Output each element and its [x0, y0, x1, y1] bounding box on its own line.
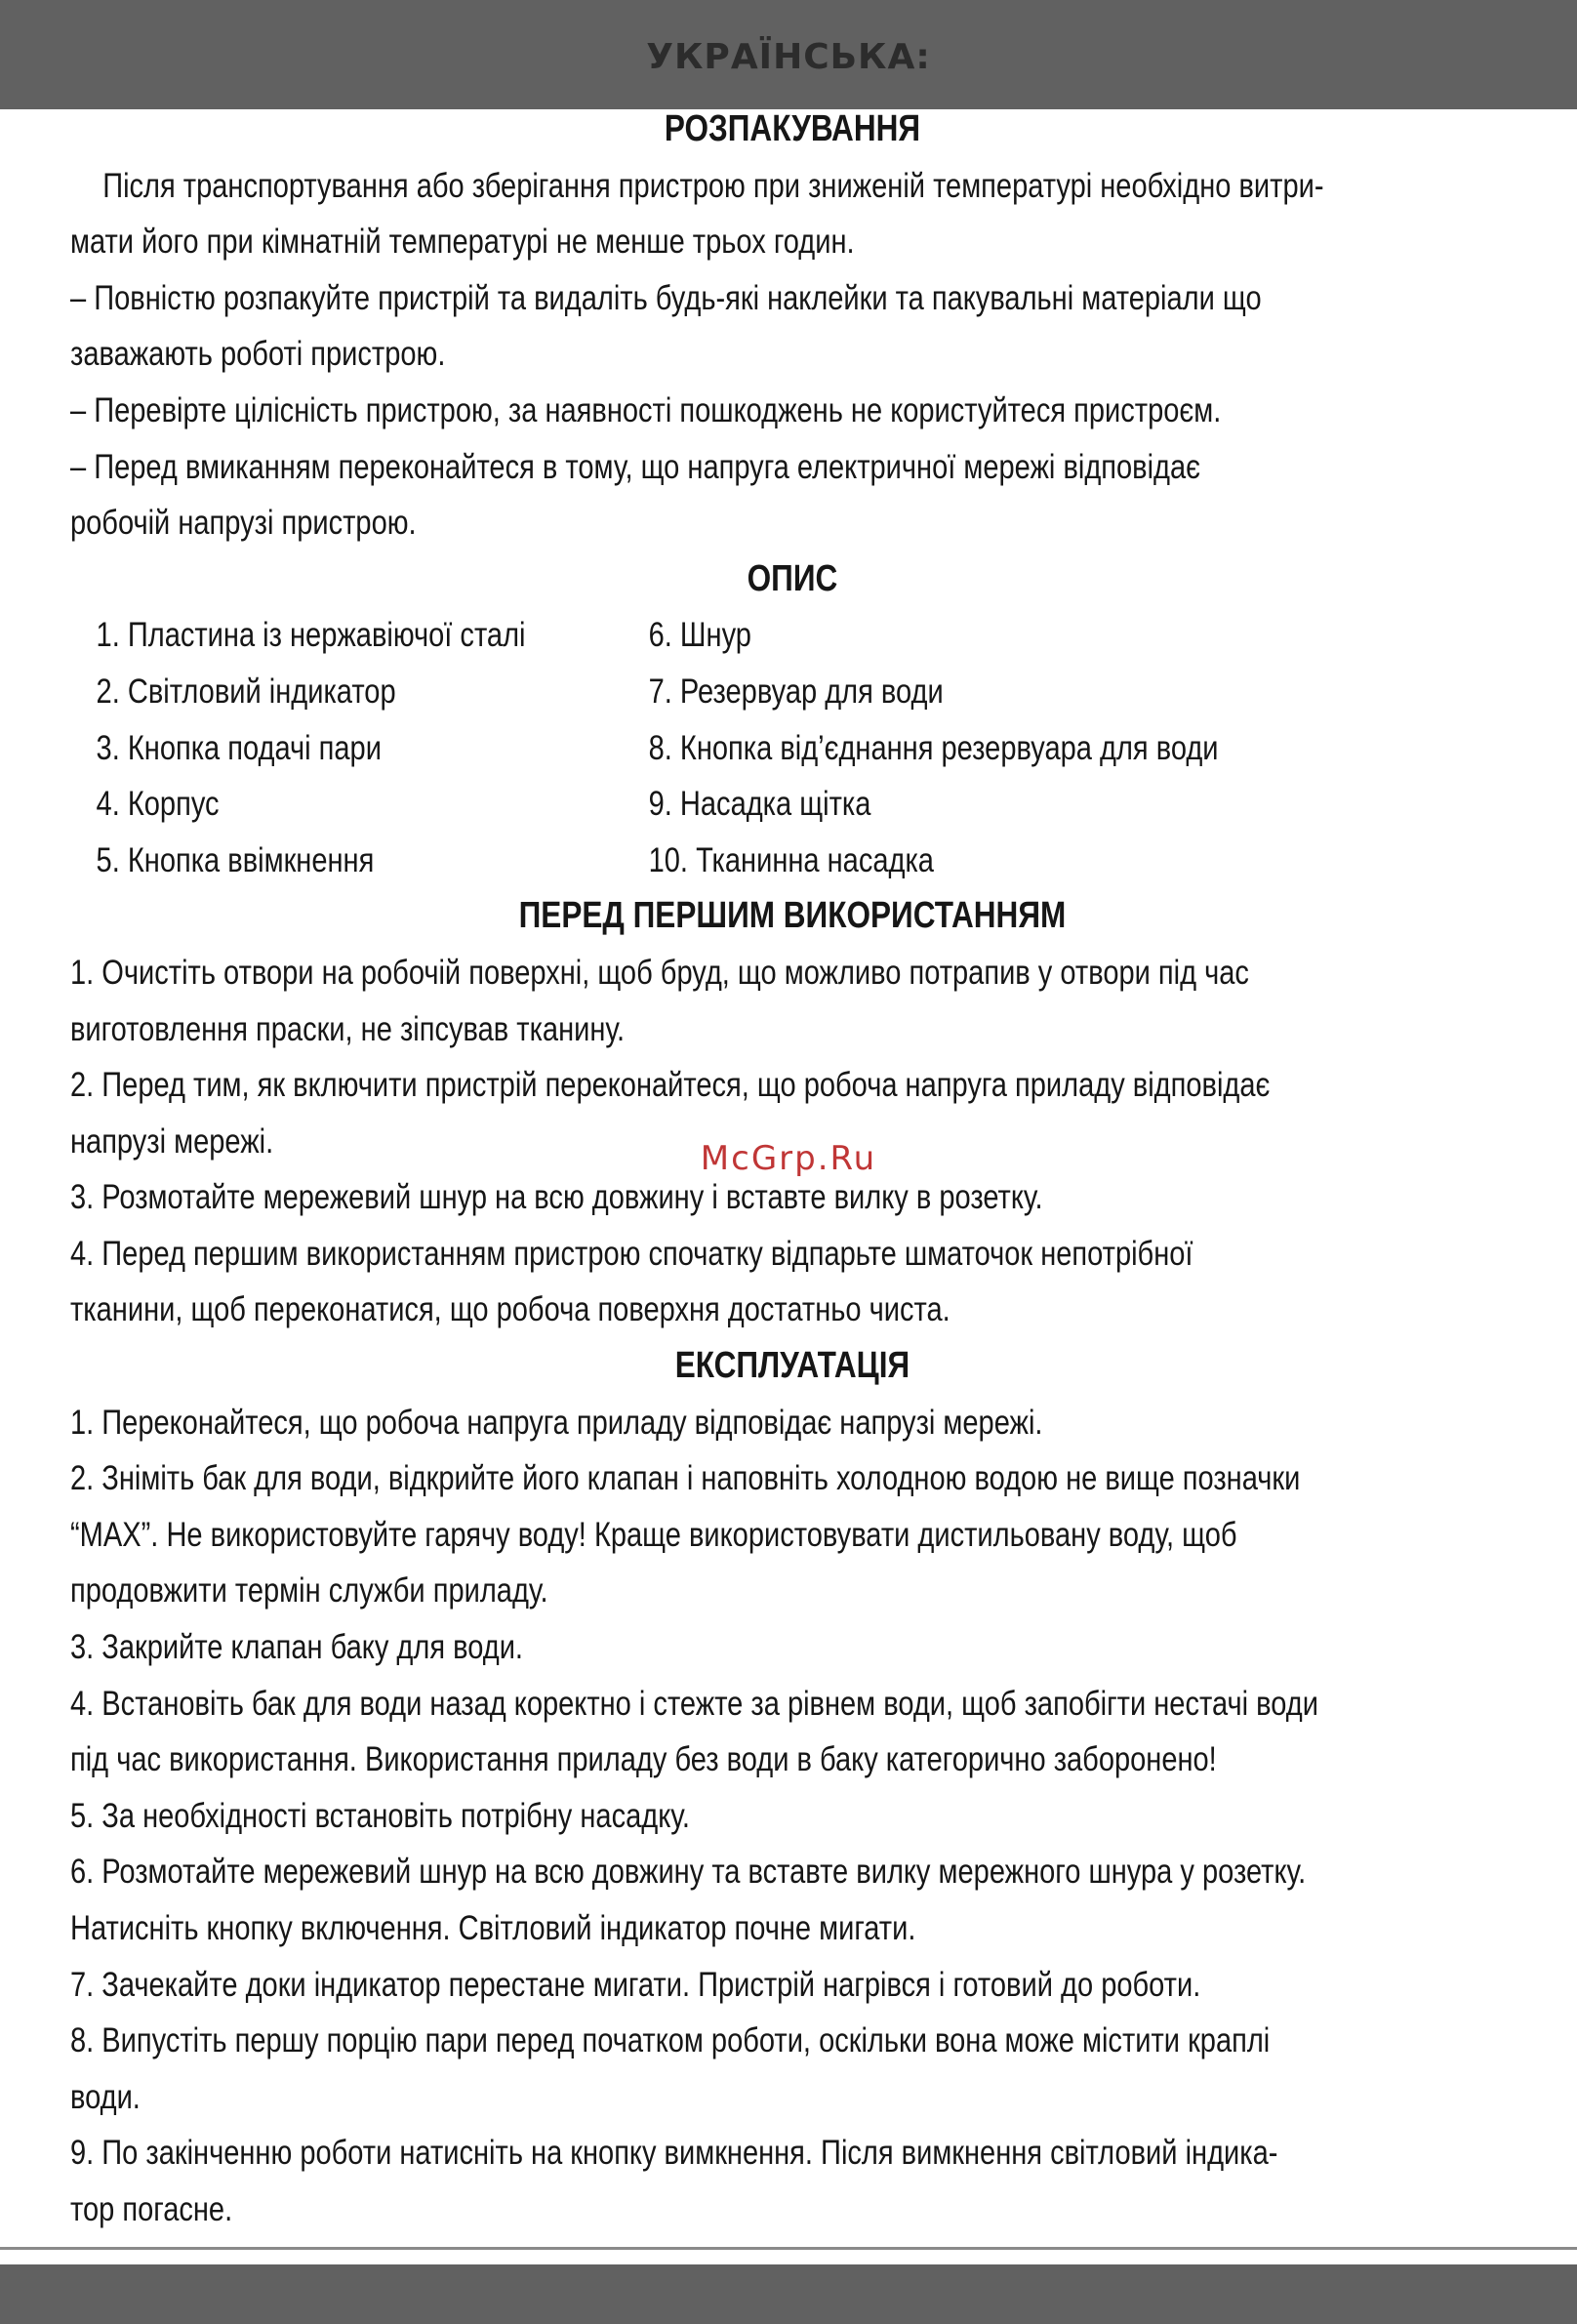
paragraph-line: напрузі мережі.	[70, 1121, 274, 1161]
part-item: 6. Шнур	[648, 616, 751, 655]
paragraph-line: 3. Розмотайте мережевий шнур на всю довжину і вставте вилку в розетку.	[70, 1178, 1043, 1217]
paragraph-line: – Повністю розпакуйте пристрій та видаліть будь-які наклейки та пакувальні матеріали що	[70, 278, 1262, 317]
paragraph-line: Натисніть кнопку включення. Світловий індикатор почне мигати.	[70, 1909, 916, 1947]
part-item: 7. Резервуар для води	[648, 672, 944, 711]
paragraph-line: Після транспортування або зберігання пристрою при зниженій температурі необхідно витри-	[102, 166, 1324, 205]
part-item: 4. Корпус	[96, 785, 220, 824]
paragraph-line: 7. Зачекайте доки індикатор перестане мигати. Пристрій нагрівся і готовий до роботи.	[70, 1965, 1201, 2004]
page-language-title: УКРАЇНСЬКА:	[646, 37, 931, 77]
paragraph-line: 6. Розмотайте мережевий шнур на всю довжину та вставте вилку мережного шнура у розетку.	[70, 1853, 1307, 1892]
paragraph-line: тор погасне.	[70, 2189, 233, 2228]
paragraph-line: 1. Переконайтеся, що робоча напруга приладу відповідає напрузі мережі.	[70, 1403, 1043, 1442]
paragraph-line: 1. Очистіть отвори на робочій поверхні, щоб бруд, що можливо потрапив у отвори під час	[70, 953, 1249, 992]
watermark: McGrp.Ru	[700, 1139, 877, 1178]
paragraph-line: робочій напрузі пристрою.	[70, 504, 417, 543]
paragraph-line: 2. Зніміть бак для води, відкрийте його клапан і наповніть холодною водою не вище позначки	[70, 1459, 1301, 1498]
footer-bar	[0, 2264, 1577, 2324]
paragraph-line: 9. По закінченню роботи натисніть на кнопку вимкнення. Після вимкнення світловий індика-	[70, 2134, 1278, 2173]
part-item: 3. Кнопка подачі пари	[96, 728, 382, 767]
paragraph-line: 2. Перед тим, як включити пристрій переконайтеся, що робоча напруга приладу відповідає	[70, 1066, 1271, 1105]
parts-list-row	[70, 664, 1515, 720]
paragraph-line: 5. За необхідності встановіть потрібну насадку.	[70, 1796, 690, 1835]
parts-list-row	[70, 720, 1515, 777]
part-item: 1. Пластина із нержавіючої сталі	[96, 616, 526, 655]
part-item: 8. Кнопка від’єднання резервуара для води	[648, 728, 1219, 767]
parts-list-row	[70, 833, 1515, 889]
paragraph-line: під час використання. Використання приладу без води в баку категорично заборонено!	[70, 1740, 1217, 1779]
part-item: 5. Кнопка ввімкнення	[96, 840, 375, 879]
part-item: 10. Тканинна насадка	[648, 840, 934, 879]
paragraph-line: – Перевірте цілісність пристрою, за наявності пошкоджень не користуйтеся пристроєм.	[70, 390, 1222, 429]
manual-content	[70, 102, 1324, 2238]
paragraph-line: заважають роботі пристрою.	[70, 335, 446, 374]
paragraph-line: 4. Встановіть бак для води назад коректно і стежте за рівнем води, щоб запобігти нестачі води	[70, 1684, 1318, 1723]
paragraph-line: води.	[70, 2077, 141, 2116]
paragraph-line: 4. Перед першим використанням пристрою спочатку відпарьте шматочок непотрібної	[70, 1234, 1193, 1273]
heading-first-use: ПЕРЕД ПЕРШИМ ВИКОРИСТАННЯМ	[518, 895, 1067, 937]
paragraph-line: тканини, щоб переконатися, що робоча поверхня достатньо чиста.	[70, 1290, 950, 1329]
part-item: 2. Світловий індикатор	[96, 672, 396, 711]
footer-divider	[0, 2247, 1577, 2250]
paragraph-line: виготовлення праски, не зіпсував тканину.	[70, 1009, 626, 1048]
paragraph-line: – Перед вмиканням переконайтеся в тому, що напруга електричної мережі відповідає	[70, 447, 1200, 486]
part-item: 9. Насадка щітка	[648, 785, 871, 824]
heading-operation: ЕКСПЛУАТАЦІЯ	[674, 1345, 910, 1387]
paragraph-line: продовжити термін служби приладу.	[70, 1571, 548, 1610]
paragraph-line: “MAX”. Не використовуйте гарячу воду! Краще використовувати дистильовану воду, щоб	[70, 1515, 1237, 1554]
heading-description: ОПИС	[747, 557, 838, 599]
paragraph-line: 3. Закрийте клапан баку для води.	[70, 1628, 524, 1667]
paragraph-line: 8. Випустіть першу порцію пари перед початком роботи, оскільки вона може містити краплі	[70, 2021, 1271, 2060]
parts-list-row	[70, 607, 1515, 664]
paragraph-line: мати його при кімнатній температурі не менше трьох годин.	[70, 223, 855, 262]
parts-list-row	[70, 776, 1515, 833]
heading-unpacking: РОЗПАКУВАННЯ	[664, 108, 921, 149]
